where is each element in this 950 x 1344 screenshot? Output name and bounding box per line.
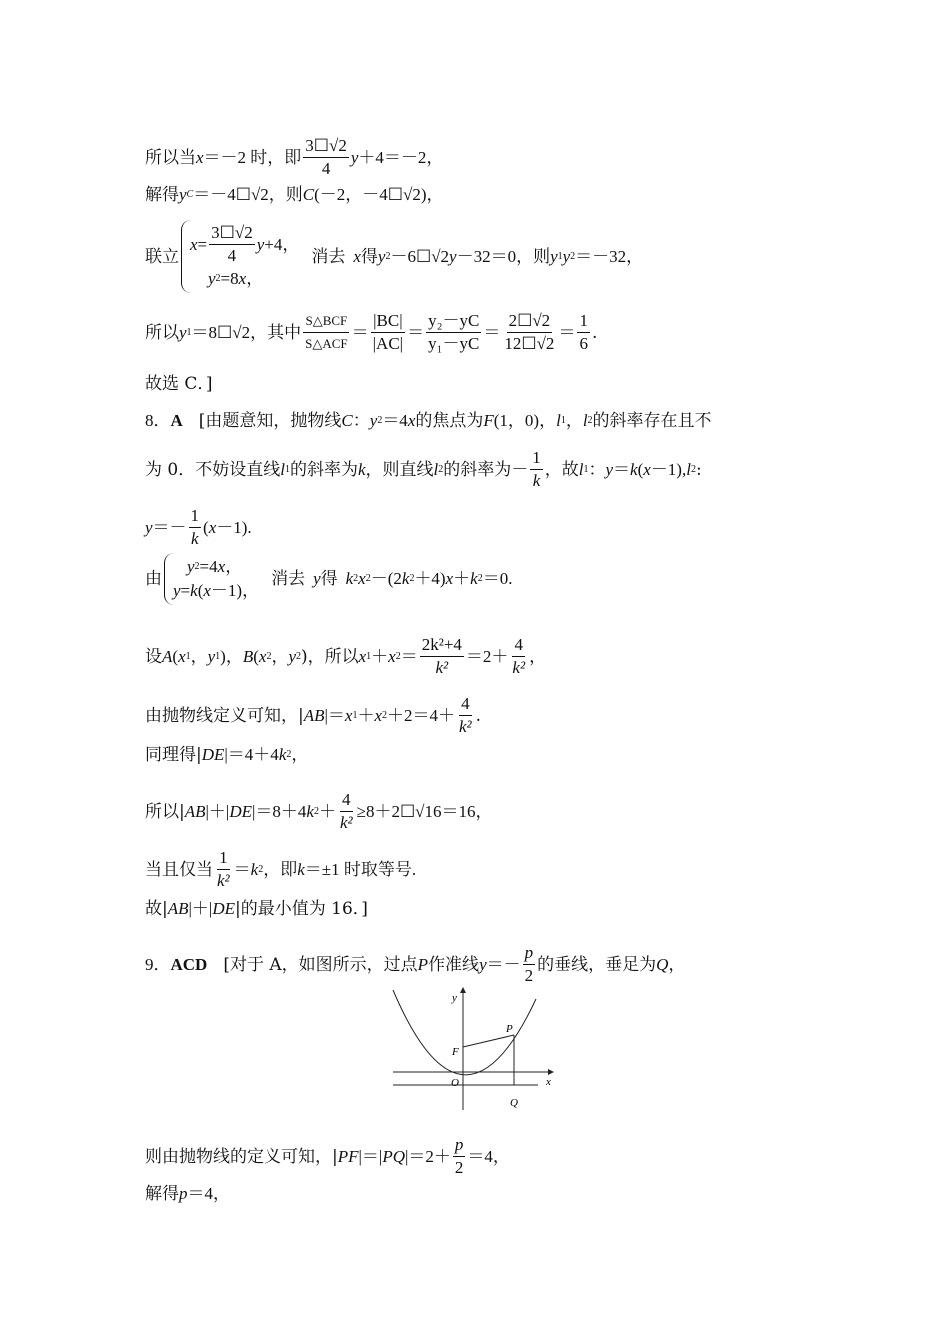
text: 所以当 [145,147,196,168]
solution-line: 设 A ( x 1 ， y 1 )， B ( x 2 ， y 2 )，所以 x 1 ＋ x 2 ＝ $\frac{\text{2k²+4}}{\text{k²}}$ ＝2＋ $\frac{4}{\text{k²}}$ ， [145,635,547,677]
segment-pf [463,1035,514,1047]
solution-line: y ＝－ $\frac{1}{k}$ ( x －1). [145,506,252,548]
solution-line: 所以 y 1 ＝8☐√2，其中 $\frac{\text{S△BCF}}{\text{S△ACF}}$ ＝ $\frac{|BC|}{|AC|}$ ＝ $\frac{\text{y₂－yC}}{\text{y₁－yC}}$ ＝ $\frac{2☐√2}{12☐√2}$ ＝ $\frac{1}{6}$ . [145,311,598,353]
answer-8-line: 8． A [由题意知，抛物线 C ： y 2 ＝4 x 的焦点为 F (1，0)， l 1 ， l 2 的斜率存在且不 [145,411,712,431]
solution-line: 同理得| DE |＝4＋4 k 2 ， [145,745,309,765]
solution-line: 由抛物线定义可知，| AB |＝ x 1 ＋ x 2 ＋2＝4＋ $\frac{4}{\text{k²}}$ . [145,694,482,736]
text: ＋4＝－2， [358,147,444,167]
answer-label: A [170,411,183,430]
equation-system: x = $\frac{3☐√2}{4}$ y +4， y 2 =8 x ， [181,220,305,293]
solution-line: 则由抛物线的定义可知，| PF |＝| PQ |＝2＋ $\frac{p}{2}$ ＝4， [145,1135,510,1177]
point-q-label: Q [510,1097,518,1109]
var: y [350,147,359,167]
focus-label: F [452,1046,459,1058]
point-p-label: P [506,1023,513,1035]
solution-line: 由 y 2 =4 x ， y = k ( x －1)， 消去 y 得 k 2 x 2 －(2 k 2 ＋4) x ＋ k 2 ＝0. [145,553,512,605]
x-axis-arrow [548,1069,554,1075]
solution-line: 所以| AB |＋| DE |＝8＋4 k 2 ＋ $\frac{4}{\text{k²}}$ ≥8＋2☐√16＝16， [145,790,493,832]
equation-system: y 2 =4 x ， y = k ( x －1)， [164,553,265,605]
answer-9-line: 9． ACD [对于 A，如图所示，过点 P 作准线 y ＝－ $\frac{p}{2}$ 的垂线，垂足为 Q ， [145,943,686,985]
solution-line: 联立 x = $\frac{3☐√2}{4}$ y +4， y 2 =8 x ， 消去 x 得 y 2 －6☐√2 y －32＝0，则 y 1 y 2 ＝－32， [145,220,643,293]
text: ＝－2 时，即 [203,147,302,167]
solution-line: 为 0．不妨设直线 l 1 的斜率为 k ，则直线 l 2 的斜率为－ $\frac{1}{k}$ ，故 l 1 ： y ＝ k ( x －1), l 2 : [145,448,702,490]
y-axis-label: y [452,992,457,1004]
origin-label: O [451,1077,459,1089]
answer-label: ACD [170,954,208,974]
x-axis-label: x [546,1076,551,1088]
fraction: $\frac{3☐√2}{4}$ [305,136,347,178]
solution-line: 解得 y C ＝－4☐√2，则 C (－2，－4☐√2)， [145,185,444,205]
solution-line [145,135,443,180]
parabola-curve [393,990,536,1075]
solution-line: 故选 C．] [145,374,213,394]
parabola-figure [388,985,558,1115]
solution-line: 解得 p ＝4， [145,1184,230,1204]
solution-line: 当且仅当 $\frac{1}{\text{k²}}$ ＝ k 2 ，即 k ＝±1 时取等号. [145,848,417,890]
var: x [196,147,204,167]
y-axis-arrow [460,987,466,993]
solution-line: 故| AB |＋| DE |的最小值为 16．] [145,899,368,919]
